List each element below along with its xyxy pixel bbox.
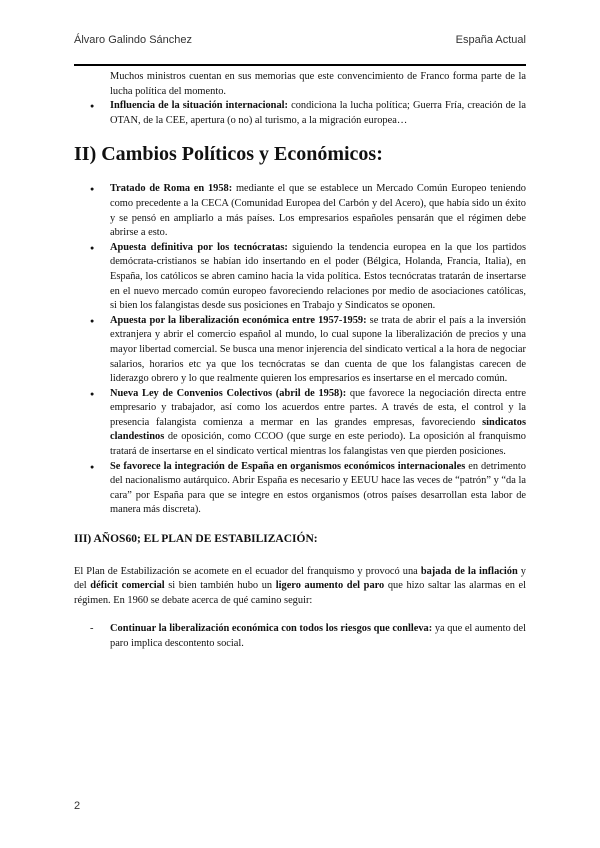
section-heading-3: III) AÑOS60; EL PLAN DE ESTABILIZACIÓN: xyxy=(74,533,318,546)
bullet-item xyxy=(74,182,526,240)
bullet-text: de oposición, como CCOO (que surge en este periodo). La oposición al franquismo tratará de insertarse en el sindicato vertical mientras los falangistas ven que pierden posiciones. xyxy=(110,431,526,458)
bullet-list-section2 xyxy=(74,182,526,518)
para-bold: ligero aumento del paro xyxy=(275,580,385,592)
bullet-text: en detrimento del nacionalismo autárquico. Abrir España es necesario y EEUU hace las veces de “patrón” y “da la cara” por España para que se integre en estos organismos (otros países desarrollan esta labor de manera más discreta). xyxy=(110,460,526,516)
bullet-item xyxy=(74,387,526,460)
para-text: que hizo saltar las alarmas en el régimen. En 1960 se debate acerca de qué camino seguir: xyxy=(74,580,526,606)
dash-list xyxy=(74,622,526,651)
para-text: si bien también hubo un xyxy=(164,580,276,592)
para-bold: bajada de la inflación xyxy=(420,565,518,577)
bullet-item xyxy=(74,99,526,128)
bullet-item xyxy=(74,460,526,518)
para-bold: déficit comercial xyxy=(90,580,165,592)
continuation-text: Muchos ministros cuentan en sus memorias que este convencimiento de Franco forma parte de la lucha política del momento. xyxy=(110,71,526,97)
bullet-text: que favorece la negociación directa entre empresario y trabajador, así como los acuerdos entre partes. A través de esta, el control y la presencia falangista comienza a mermar en las grandes empresas, favoreciendo xyxy=(110,387,526,428)
bullet-text: mediante el que se establece un Mercado Común Europeo teniendo como precedente a la CECA (Comunidad Europea del Carbón y del Acero), que había sido un éxito y se pensó en ampliarlo a más países. Los empresarios españoles pensarán que el régimen debe abrirse a esto. xyxy=(110,183,526,239)
bullet-list-top xyxy=(74,99,526,128)
dash-bold: Continuar la liberalización económica con todos los riesgos que conlleva: xyxy=(110,623,433,635)
bullet-item xyxy=(74,314,526,387)
page-number: 2 xyxy=(74,800,81,812)
para-text: y del xyxy=(74,565,526,592)
bullet-text: condiciona la lucha política; Guerra Fría, creación de la OTAN, de la CEE, apertura (o no) al turismo, a la migración europea… xyxy=(110,100,526,126)
bullet-text: se trata de abrir el país a la inversión extranjera y abrir el comercio español al mundo, lo cual supone la liberalización de precios y una mayor libertad comercial. Se busca una menor injerencia del sindicato vertical a la hora de negociar salarios, horarios etc ya que los tecnócratas se dan cuenta de que los falangistas carecen de liderazgo obrero y lo que realmente quieren los empresarios es insertarse en el mercado común. xyxy=(110,314,526,385)
section3-paragraph xyxy=(74,565,526,609)
bullet-bold: Nueva Ley de Convenios Colectivos (abril de 1958): xyxy=(110,387,347,399)
bullet-bold: Apuesta por la liberalización económica entre 1957-1959: xyxy=(110,314,367,326)
para-text: El Plan de Estabilización se acomete en el ecuador del franquismo y provocó una xyxy=(74,565,421,577)
header-author: Álvaro Galindo Sánchez xyxy=(74,34,193,46)
bullet-bold-inline: sindicatos clandestinos xyxy=(110,416,526,443)
dash-text: ya que el aumento del paro implica descontento social. xyxy=(110,623,526,649)
header-rule xyxy=(74,64,526,66)
bullet-bold: Influencia de la situación internacional: xyxy=(110,100,288,112)
document-body xyxy=(74,70,526,652)
header-subject: España Actual xyxy=(455,34,526,46)
bullet-bold: Apuesta definitiva por los tecnócratas: xyxy=(110,241,288,253)
bullet-item xyxy=(74,241,526,314)
section-heading-2: II) Cambios Políticos y Económicos: xyxy=(74,143,383,166)
bullet-bold: Se favorece la integración de España en organismos económicos internacionales xyxy=(110,460,466,472)
dash-item xyxy=(74,622,526,651)
bullet-bold: Tratado de Roma en 1958: xyxy=(110,183,233,195)
bullet-text: siguiendo la tendencia europea en la que los partidos demócrata-cristianos se habían ido insertando en el poder (Bélgica, Holanda, Francia, Italia), en España, los católicos se abren camino hacia la vida política. Estos tecnócratas tratarán de insertarse en el nuevo mercado común europeo favoreciendo relaciones por medio de asociaciones católicas, si bien los falangistas desde sus posiciones en Trabajo y Sindicatos se oponen. xyxy=(110,241,526,312)
